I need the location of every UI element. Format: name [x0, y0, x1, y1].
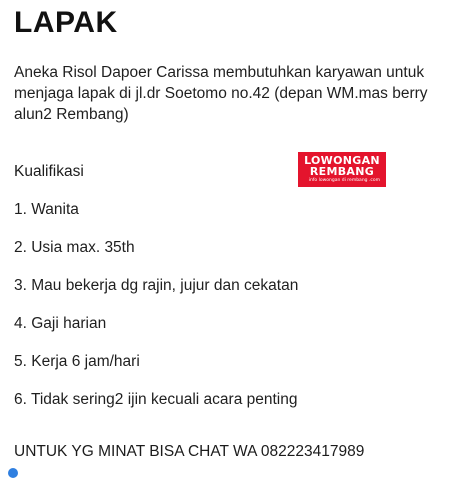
lowongan-rembang-logo: [298, 152, 386, 187]
qualification-item: 6. Tidak sering2 ijin kecuali acara penting: [14, 391, 298, 408]
logo-line1: LOWONGAN: [304, 154, 380, 167]
avatar: [8, 468, 18, 478]
qualification-item: 5. Kerja 6 jam/hari: [14, 353, 140, 370]
logo-line2: REMBANG: [309, 165, 375, 178]
qualifications-heading: Kualifikasi: [14, 163, 84, 180]
logo-tagline: info lowongan di rembang .com: [308, 178, 380, 183]
post-title: LAPAK: [14, 6, 118, 39]
qualification-item: 3. Mau bekerja dg rajin, jujur dan cekatan: [14, 277, 299, 294]
qualification-item: 4. Gaji harian: [14, 315, 107, 332]
contact-line: UNTUK YG MINAT BISA CHAT WA 082223417989: [14, 443, 365, 460]
qualification-item: 1. Wanita: [14, 201, 79, 218]
post-intro: Aneka Risol Dapoer Carissa membutuhkan karyawan untuk menjaga lapak di jl.dr Soetomo no.42 (depan WM.mas berry alun2 Rembang): [14, 64, 428, 123]
qualification-item: 2. Usia max. 35th: [14, 239, 135, 256]
